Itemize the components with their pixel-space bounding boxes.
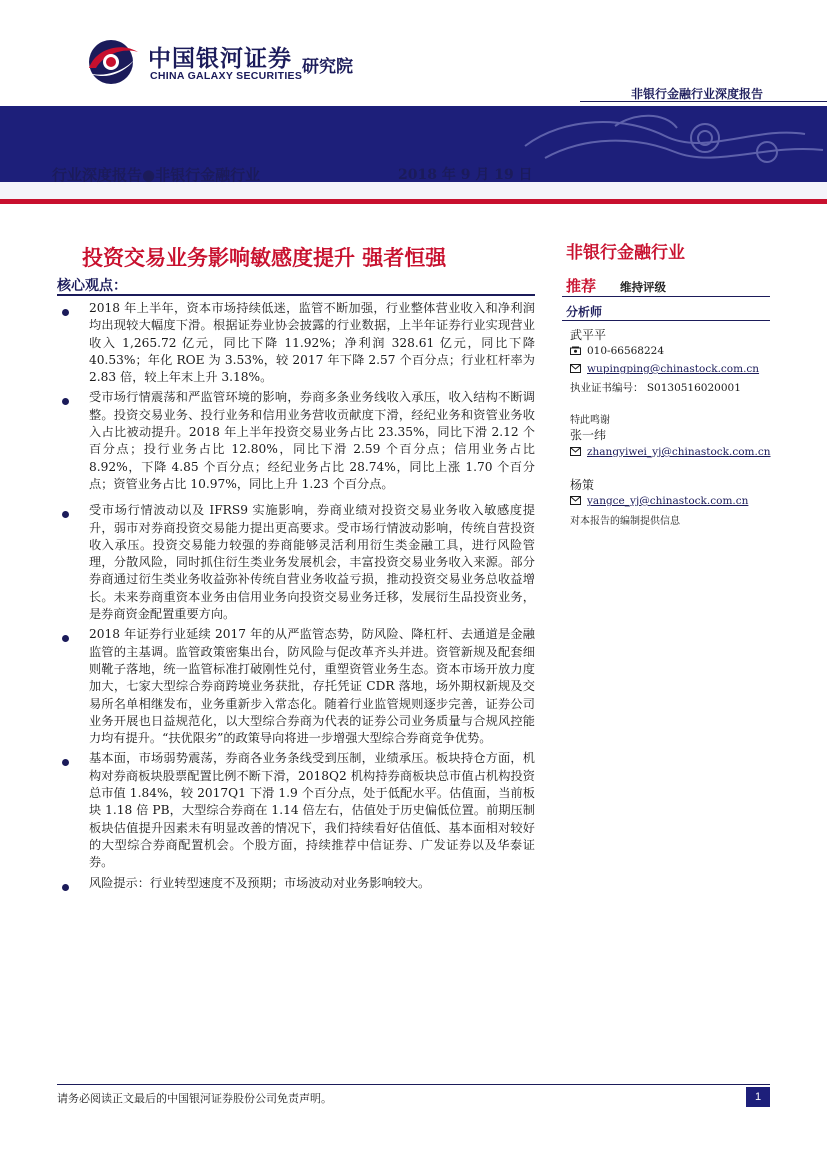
list-item — [57, 502, 535, 623]
list-item — [57, 389, 535, 493]
header-divider — [580, 101, 827, 102]
contributor-email-link[interactable]: yangce_yj@chinastock.com.cn — [587, 495, 749, 507]
list-item — [57, 300, 535, 386]
bullet-icon — [62, 511, 69, 518]
banner-red-stripe — [0, 199, 827, 204]
report-date: 2018 年 9 月 19 日 — [398, 167, 533, 183]
core-views-label: 核心观点： — [57, 278, 127, 294]
mail-icon — [570, 447, 581, 456]
analyst-phone: 010-66568224 — [587, 345, 665, 357]
contributor-note: 对本报告的编制提供信息 — [570, 516, 680, 527]
bullet-text: 2018 年证券行业延续 2017 年的从严监管态势，防风险、降杠杆、去通道是金融监管的主基调。监管政策密集出台，防风险与促改革齐头并进。资管新规及配套细则靴子落地，统一监管标准打破刚性兑付，重塑资管业务生态。资本市场开放力度加大，七家大型综合券商跨境业务获批，存托凭证 CDR 落地，场外期权新规及交易所名单相继发布，业务重新步入常态化。随着行业监管规则逐步完善，证券公司业务开展也日益规范化，以大型综合券商为代表的证券公司业务质量与合规风控能力均有提升。“扶优限劣”的政策导向将进一步增强大型综合券商竞争优势。 — [89, 627, 535, 746]
contributor-label: 特此鸣谢 — [570, 415, 610, 426]
bullet-text: 基本面，市场弱势震荡，券商各业务条线受到压制，业绩承压。板块持仓方面，机构对券商板块股票配置比例不断下滑，2018Q2 机构持券商板块总市值占机构投资总市值 1.84%，较 2017Q1 下滑 1.9 个百分点，处于低配水平。估值面，当前板块 1.18 倍 PB，大型综合券商在 1.14 倍左右，估值处于历史偏低位置。前期压制板块估值提升因素未有明显改善的情况下，我们持续看好估值低、基本面相对较好的大型综合券商配置机会。个股方面，持续推荐中信证券、广发证券以及华泰证券。 — [89, 751, 535, 870]
report-type-label: 非银行金融行业深度报告 — [630, 87, 763, 101]
contributor-name: 杨策 — [570, 478, 595, 492]
analyst-email-row[interactable] — [570, 363, 759, 375]
bullet-text: 风险提示：行业转型速度不及预期；市场波动对业务影响较大。 — [89, 875, 431, 890]
bullet-icon — [62, 884, 69, 891]
sidebar-divider — [562, 320, 770, 321]
core-views-list — [57, 300, 535, 892]
mail-icon — [570, 496, 581, 505]
logo-english-name: CHINA GALAXY SECURITIES — [150, 70, 303, 82]
list-item — [57, 750, 535, 871]
contributor-name: 张一纬 — [570, 428, 607, 442]
header-banner — [0, 106, 827, 204]
mail-icon — [570, 364, 581, 373]
bullet-icon — [62, 398, 69, 405]
logo-chinese-name: 中国银河证券 — [148, 46, 292, 72]
phone-icon — [570, 346, 581, 355]
analyst-label: 分析师 — [566, 305, 603, 319]
contributor-email-row[interactable] — [570, 495, 748, 507]
analyst-certificate: 执业证书编号： S0130516020001 — [570, 382, 741, 394]
list-item — [57, 875, 535, 892]
banner-report-title: 行业深度报告●非银行金融行业 — [52, 166, 261, 184]
disclaimer-note: 请务必阅读正文最后的中国银河证券股份公司免责声明。 — [57, 1092, 332, 1105]
galaxy-logo-icon — [82, 38, 140, 86]
analyst-name: 武平平 — [570, 328, 607, 342]
page-number: 1 — [746, 1087, 770, 1107]
report-headline: 投资交易业务影响敏感度提升 强者恒强 — [82, 246, 447, 270]
bullet-text: 受市场行情波动以及 IFRS9 实施影响，券商业绩对投资交易业务收入敏感度提升，弱市对券商投资交易能力提出更高要求。受市场行情波动影响，传统自营投资收入承压。投资交易能力较强的券商能够灵活利用衍生类金融工具，进行风险管理，分散风险，同时抓住衍生类业务发展机会，丰富投资交易业务收入来源。部分券商通过衍生类业务收益弥补传统自营业务收益亏损，推动投资交易业务总收益增长。未来券商重资本业务由信用业务向投资交易业务迁移，发展衍生品投资业务，是券商资金配置重要方向。 — [89, 503, 535, 622]
bullet-icon — [62, 309, 69, 316]
bullet-text: 受市场行情震荡和严监管环境的影响，券商多条业务线收入承压，收入结构不断调整。投资交易业务、投行业务和信用业务营收贡献度下滑，经纪业务和资管业务收入占比被动提升。2018 年上半年投资交易业务占比 23.35%，同比下滑 2.12 个百分点；投行业务占比 12.80%，同比下滑 2.59 个百分点；信用业务占比 8.92%，下降 4.85 个百分点；经纪业务占比 28.74%，同比上涨 1.70 个百分点；资管业务占比 10.97%，同比上升 1.23 个百分点。 — [89, 390, 535, 491]
contributor-email-link[interactable]: zhangyiwei_yj@chinastock.com.cn — [587, 446, 771, 458]
analyst-email-link[interactable]: wupingping@chinastock.com.cn — [587, 363, 760, 375]
bullet-text: 2018 年上半年，资本市场持续低迷，监管不断加强，行业整体营业收入和净利润均出现较大幅度下滑。根据证券业协会披露的行业数据，上半年证券行业实现营业收入 1,265.72 亿元，同比下降 11.92%；净利润 328.61 亿元，同比下降 40.53%；年化 ROE 为 3.53%，较 2017 年下降 2.57 个百分点；行业杠杆率为 2.83 倍，较上年末上升 3.18%。 — [89, 301, 535, 385]
core-views-divider — [57, 294, 535, 296]
bullet-icon — [62, 635, 69, 642]
sidebar-industry-title: 非银行金融行业 — [566, 243, 685, 263]
contributor-email-row[interactable] — [570, 446, 771, 458]
footer-divider — [57, 1084, 770, 1085]
recommend-label: 推荐 — [566, 277, 597, 295]
bullet-icon — [62, 759, 69, 766]
institute-label: 研究院 — [302, 57, 353, 77]
sidebar-divider — [562, 296, 770, 297]
rating-label: 维持评级 — [620, 280, 666, 294]
analyst-phone-row — [570, 345, 664, 357]
list-item — [57, 626, 535, 747]
